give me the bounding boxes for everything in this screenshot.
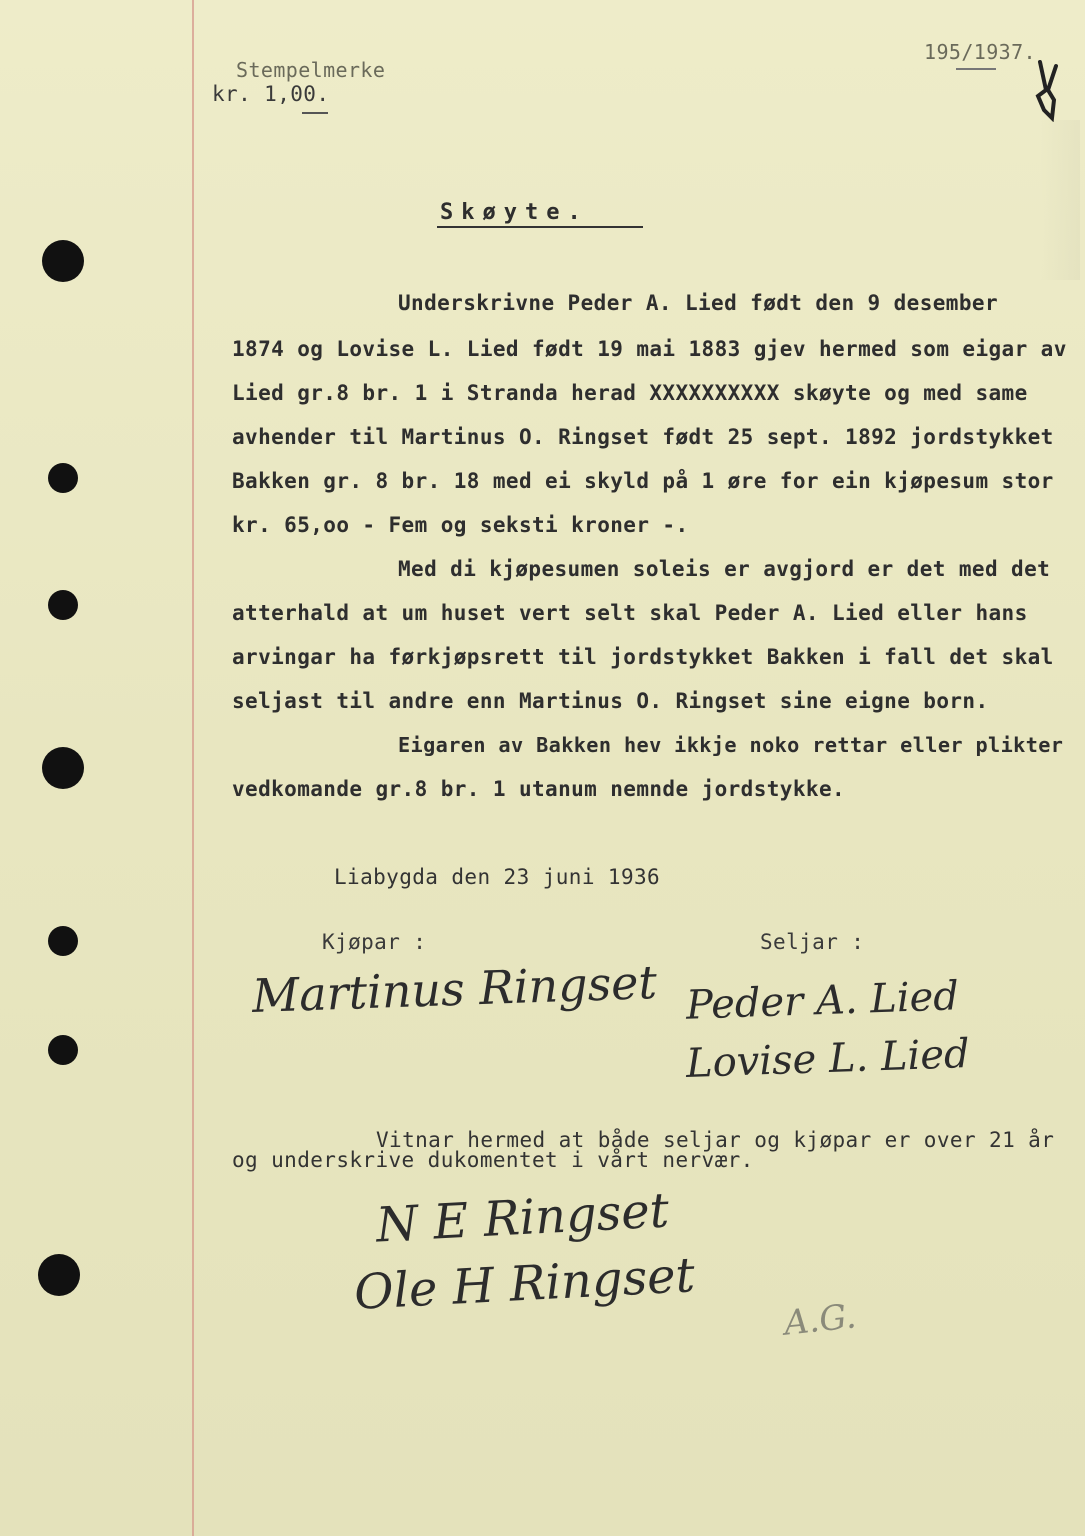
date-line: Liabygda den 23 juni 1936	[334, 865, 661, 889]
body-line: Lied gr.8 br. 1 i Stranda herad XXXXXXXXXX skøyte og med same	[232, 381, 1028, 405]
body-line: Bakken gr. 8 br. 18 med ei skyld på 1 øre for ein kjøpesum stor	[232, 469, 1054, 493]
stamp-value: kr. 1,00.	[212, 82, 330, 106]
punch-hole	[48, 590, 78, 620]
initials-mark: A.G.	[782, 1296, 859, 1344]
body-line: kr. 65,oo - Fem og seksti kroner -.	[232, 513, 689, 537]
seller-label: Seljar :	[760, 930, 865, 954]
punch-hole	[48, 926, 78, 956]
page-edge-shadow	[1040, 120, 1080, 280]
document-title: Skøyte.	[440, 200, 589, 225]
witness-line-2: og underskrive dukomentet i vårt nervær.	[232, 1148, 754, 1172]
body-line: Underskrivne Peder A. Lied født den 9 desember	[398, 291, 998, 315]
punch-hole	[42, 240, 84, 282]
punch-hole	[48, 463, 78, 493]
buyer-signature: Martinus Ringset	[251, 954, 658, 1024]
punch-hole	[38, 1254, 80, 1296]
punch-hole	[42, 747, 84, 789]
reference-underline	[956, 68, 996, 70]
title-underline	[437, 226, 643, 228]
buyer-label: Kjøpar :	[322, 930, 427, 954]
stamp-underline	[302, 112, 328, 114]
reference-number: 195/1937.	[924, 40, 1036, 64]
witness-signature-1: N E Ringset	[374, 1182, 671, 1254]
body-line: 1874 og Lovise L. Lied født 19 mai 1883 gjev hermed som eigar av	[232, 337, 1067, 361]
body-line: avhender til Martinus O. Ringset født 25 sept. 1892 jordstykket	[232, 425, 1054, 449]
body-line: vedkomande gr.8 br. 1 utanum nemnde jordstykke.	[232, 777, 846, 801]
seller-signature-2: Lovise L. Lied	[685, 1031, 971, 1087]
body-line: atterhald at um huset vert selt skal Peder A. Lied eller hans	[232, 601, 1028, 625]
punch-hole	[48, 1035, 78, 1065]
corner-stamp-mark	[1032, 60, 1058, 122]
body-line: seljast til andre enn Martinus O. Ringset sine eigne born.	[232, 689, 989, 713]
body-line: arvingar ha førkjøpsrett til jordstykket Bakken i fall det skal	[232, 645, 1054, 669]
seller-signature-1: Peder A. Lied	[685, 973, 960, 1029]
body-line: Eigaren av Bakken hev ikkje noko rettar eller plikter	[398, 733, 1064, 757]
margin-rule	[192, 0, 194, 1536]
body-line: Med di kjøpesumen soleis er avgjord er det med det	[398, 557, 1051, 581]
witness-line-1: Vitnar hermed at både seljar og kjøpar er over 21 år	[376, 1128, 1055, 1152]
witness-signature-2: Ole H Ringset	[352, 1247, 697, 1321]
stamp-label: Stempelmerke	[236, 58, 386, 82]
